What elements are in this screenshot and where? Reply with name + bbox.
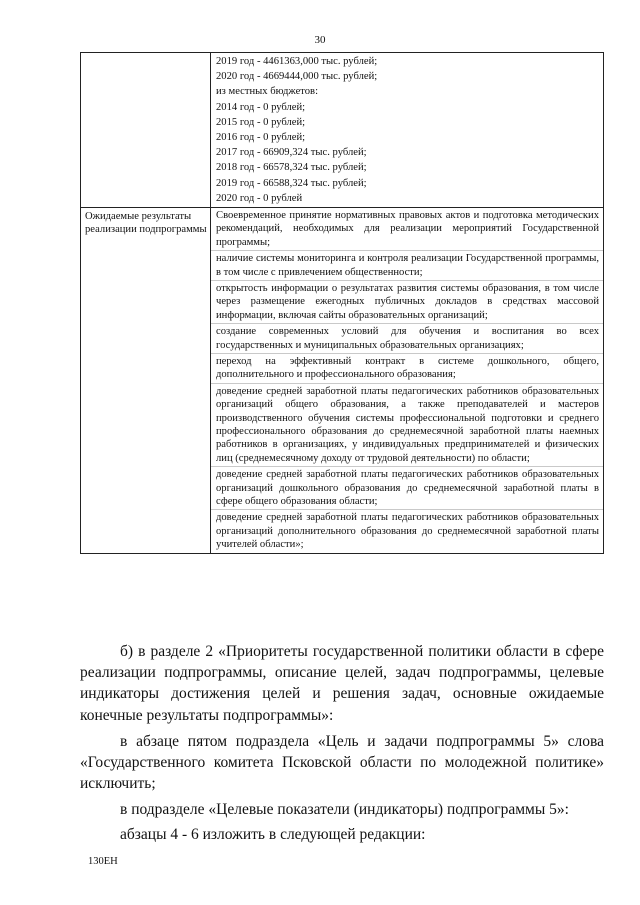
funding-line: 2016 год - 0 рублей; (216, 131, 306, 143)
funding-line: 2014 год - 0 рублей; (216, 101, 306, 113)
funding-line: 2020 год - 0 рублей (216, 192, 303, 204)
funding-line: 2020 год - 4669444,000 тыс. рублей; (216, 71, 378, 83)
table-row-expected-results (81, 207, 604, 553)
funding-line: 2019 год - 66588,324 тыс. рублей; (216, 177, 367, 189)
paragraph-paragraph-five-amendment: в абзаце пятом подраздела «Цель и задачи подпрограммы 5» слова «Государственного комитета Псковской области по молодежной политике» исключить; (80, 733, 604, 793)
funding-line: 2019 год - 4461363,000 тыс. рублей; (216, 56, 378, 67)
expected-result-item: доведение средней заработной платы педагогических работников образовательных организаций общего образования, а также преподавателей и мастеров производственного обучения системы профессиональной подготовки и среднего профессионального образования до среднемесячной заработной платы наемных работников в организациях, у индивидуальных предпринимателей и физических лиц (среднемесячному доходу от трудовой деятельности) по области; (211, 384, 603, 467)
funding-line: 2015 год - 0 рублей; (216, 116, 306, 128)
expected-results-label-cell (81, 207, 211, 553)
funding-line: из местных бюджетов: (216, 86, 319, 98)
funding-label-cell (81, 53, 211, 208)
paragraph-section-2-amendment: б) в разделе 2 «Приоритеты государственной политики области в сфере реализации подпрограммы, описание целей, задач подпрограммы, целевые индикаторы достижения целей и решения задач, основные ожидаемые конечные результаты подпрограммы»: (80, 643, 604, 724)
expected-result-item: доведение средней заработной платы педагогических работников образовательных организаций дополнительного образования до среднемесячной заработной платы учителей области»; (216, 512, 599, 551)
table-row-funding (81, 53, 604, 208)
paragraph-new-wording: абзацы 4 - 6 изложить в следующей редакции: (120, 826, 426, 843)
expected-result-item: Своевременное принятие нормативных правовых актов и подготовка методических рекомендаций, необходимых для реализации мероприятий Государственной программы; (211, 208, 603, 251)
expected-result-item: переход на эффективный контракт в системе дошкольного, общего, дополнительного и профессионального образования; (211, 354, 603, 384)
expected-result-item: открытость информации о результатах развития системы образования, в том числе через размещение ежегодных публичных докладов в средствах массовой информации, включая сайты образовательных организаций; (211, 281, 603, 324)
funding-line: 2017 год - 66909,324 тыс. рублей; (216, 147, 367, 159)
footer-document-code: 130ЕН (88, 856, 118, 867)
expected-results-values-cell (211, 207, 604, 553)
subprogram-passport-table (80, 52, 604, 554)
expected-result-item: доведение средней заработной платы педагогических работников образовательных организаций дошкольного образования до среднемесячной заработной платы в сфере общего образования области; (211, 467, 603, 510)
funding-values-cell (211, 53, 604, 208)
page-number: 30 (314, 34, 326, 46)
funding-line: 2018 год - 66578,324 тыс. рублей; (216, 162, 367, 174)
expected-result-item: создание современных условий для обучения и воспитания во всех государственных и муниципальных образовательных организациях; (211, 324, 603, 354)
paragraph-target-indicators-subsection: в подразделе «Целевые показатели (индикаторы) подпрограммы 5»: (120, 801, 569, 818)
expected-result-item: наличие системы мониторинга и контроля реализации Государственной программы, в том числе с привлечением общественности; (211, 251, 603, 281)
expected-results-label: Ожидаемые результаты реализации подпрограммы (85, 210, 207, 235)
